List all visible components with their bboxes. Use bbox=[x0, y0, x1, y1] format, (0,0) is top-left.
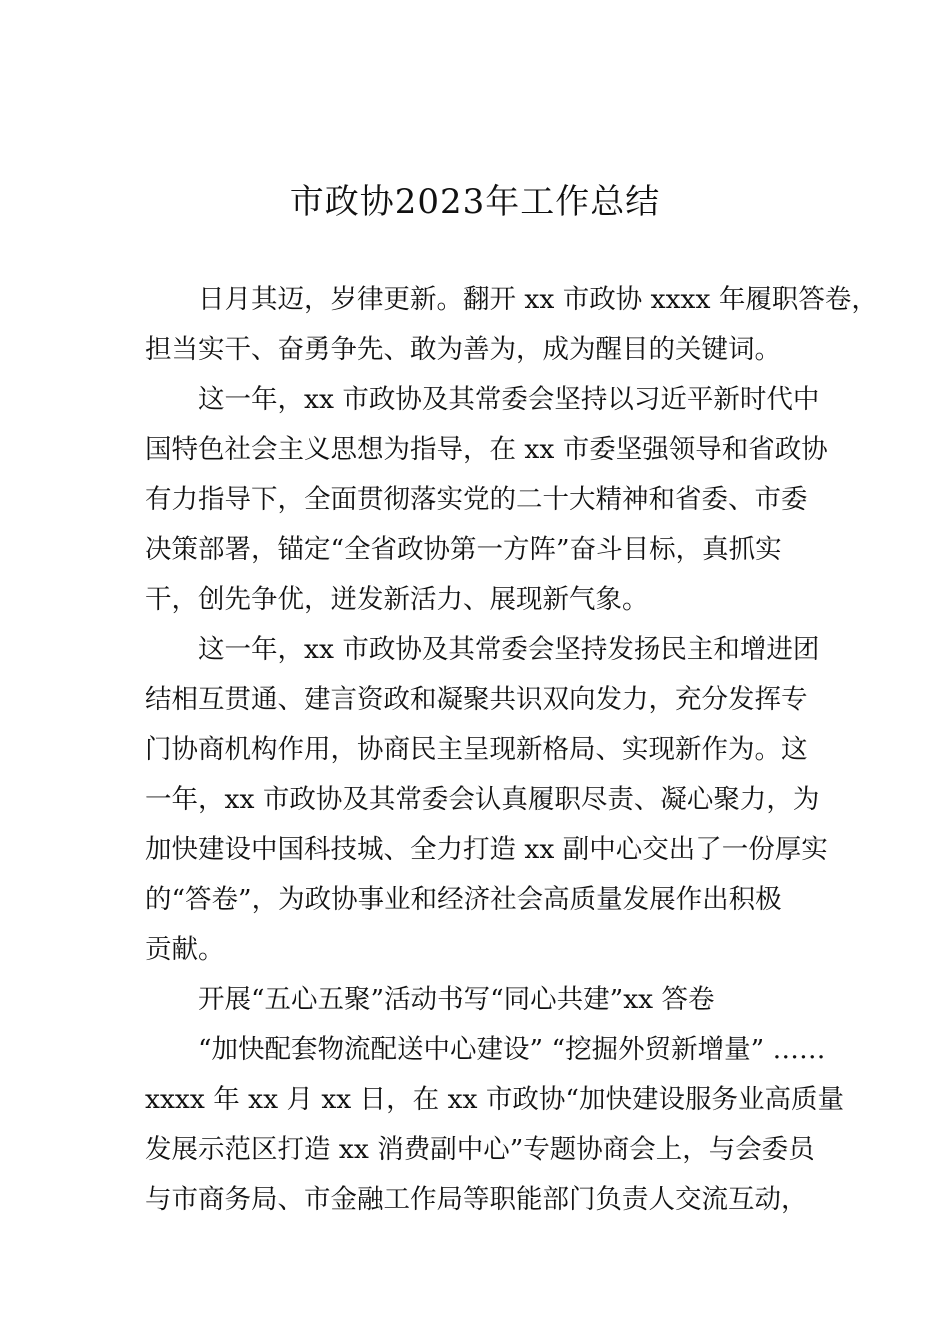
paragraph-line: 干，创先争优，迸发新活力、展现新气象。 bbox=[145, 584, 649, 615]
paragraph-line: 日月其迈，岁律更新。翻开 xx 市政协 xxxx 年履职答卷， bbox=[198, 284, 878, 315]
paragraph-line: 担当实干、奋勇争先、敢为善为，成为醒目的关键词。 bbox=[145, 334, 781, 365]
paragraph-line: 这一年，xx 市政协及其常委会坚持以习近平新时代中 bbox=[198, 384, 820, 415]
paragraph-line: 一年，xx 市政协及其常委会认真履职尽责、凝心聚力，为 bbox=[145, 784, 820, 815]
paragraph-line: 与市商务局、市金融工作局等职能部门负责人交流互动， bbox=[145, 1184, 808, 1215]
paragraph-line: 贡献。 bbox=[145, 934, 225, 965]
section-heading: 开展“五心五聚”活动书写“同心共建”xx 答卷 bbox=[198, 984, 715, 1015]
paragraph-line: 加快建设中国科技城、全力打造 xx 副中心交出了一份厚实 bbox=[145, 834, 828, 865]
document-title: 市政协2023年工作总结 bbox=[289, 182, 661, 222]
paragraph-line: 的“答卷”，为政协事业和经济社会高质量发展作出积极 bbox=[145, 884, 782, 915]
paragraph-line: 结相互贯通、建言资政和凝聚共识双向发力，充分发挥专 bbox=[145, 684, 808, 715]
paragraph-line: 国特色社会主义思想为指导，在 xx 市委坚强领导和省政协 bbox=[145, 434, 828, 465]
paragraph-line: 门协商机构作用，协商民主呈现新格局、实现新作为。这 bbox=[145, 734, 808, 765]
paragraph-line: 这一年，xx 市政协及其常委会坚持发扬民主和增进团 bbox=[198, 634, 820, 665]
paragraph-line: “加快配套物流配送中心建设” “挖掘外贸新增量” …… bbox=[198, 1034, 826, 1065]
paragraph-line: xxxx 年 xx 月 xx 日，在 xx 市政协“加快建设服务业高质量 bbox=[145, 1084, 844, 1115]
paragraph-line: 决策部署，锚定“全省政协第一方阵”奋斗目标，真抓实 bbox=[145, 534, 782, 565]
paragraph-line: 发展示范区打造 xx 消费副中心”专题协商会上，与会委员 bbox=[145, 1134, 815, 1165]
document-body bbox=[145, 275, 878, 1225]
paragraph-line: 有力指导下，全面贯彻落实党的二十大精神和省委、市委 bbox=[145, 484, 808, 515]
